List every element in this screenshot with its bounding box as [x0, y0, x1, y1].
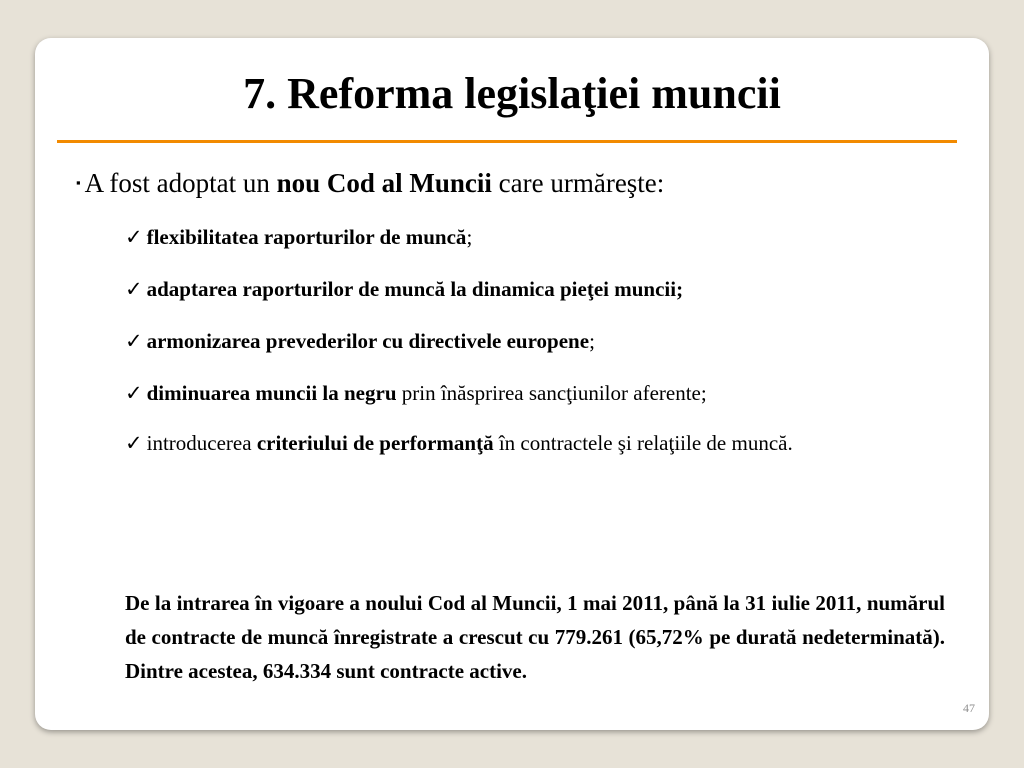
title-divider	[57, 140, 957, 143]
checklist	[125, 222, 945, 480]
checklist-item-rest: ;	[466, 225, 473, 249]
main-bullet-suffix: care urmăreşte:	[491, 168, 665, 198]
slide-number: 47	[963, 701, 975, 715]
checklist-item-bold: diminuarea muncii la negru	[146, 381, 397, 405]
checkmark-icon: ✓	[125, 381, 143, 405]
checkmark-icon: ✓	[125, 277, 143, 301]
checklist-item-bold: criteriului de performanţă	[256, 431, 494, 455]
square-bullet-icon: ▪	[76, 175, 81, 190]
checklist-item	[125, 378, 945, 409]
checkmark-icon: ✓	[125, 225, 143, 249]
main-bullet-bold: nou Cod al Muncii	[276, 168, 492, 198]
checklist-item-bold: flexibilitatea raporturilor de muncă	[146, 225, 467, 249]
slide	[35, 38, 989, 730]
checklist-item-pre: introducerea	[146, 431, 257, 455]
main-bullet-prefix: A fost adoptat un	[84, 168, 277, 198]
checklist-item	[125, 326, 945, 357]
checklist-item-rest: în contractele şi relaţiile de muncă.	[493, 431, 793, 455]
slide-title: 7. Reforma legislaţiei muncii	[243, 69, 781, 118]
checklist-item	[125, 428, 945, 459]
checklist-item	[125, 222, 945, 253]
checklist-item	[125, 274, 945, 305]
statistics-paragraph: De la intrarea în vigoare a noului Cod al Muncii, 1 mai 2011, până la 31 iulie 2011, numărul de contracte de muncă înregistrate a crescut cu 779.261 (65,72% pe durată nedeterminată). Dintre acestea, 634.334 sunt contracte active.	[125, 591, 945, 683]
main-bullet	[76, 168, 664, 199]
checklist-item-rest: prin înăsprirea sancţiunilor aferente;	[396, 381, 707, 405]
checklist-item-bold: armonizarea prevederilor cu directivele europene	[146, 329, 590, 353]
checkmark-icon: ✓	[125, 329, 143, 353]
checklist-item-rest: ;	[589, 329, 595, 353]
checkmark-icon: ✓	[125, 431, 143, 455]
checklist-item-bold: adaptarea raporturilor de muncă la dinamica pieţei muncii;	[146, 277, 684, 301]
